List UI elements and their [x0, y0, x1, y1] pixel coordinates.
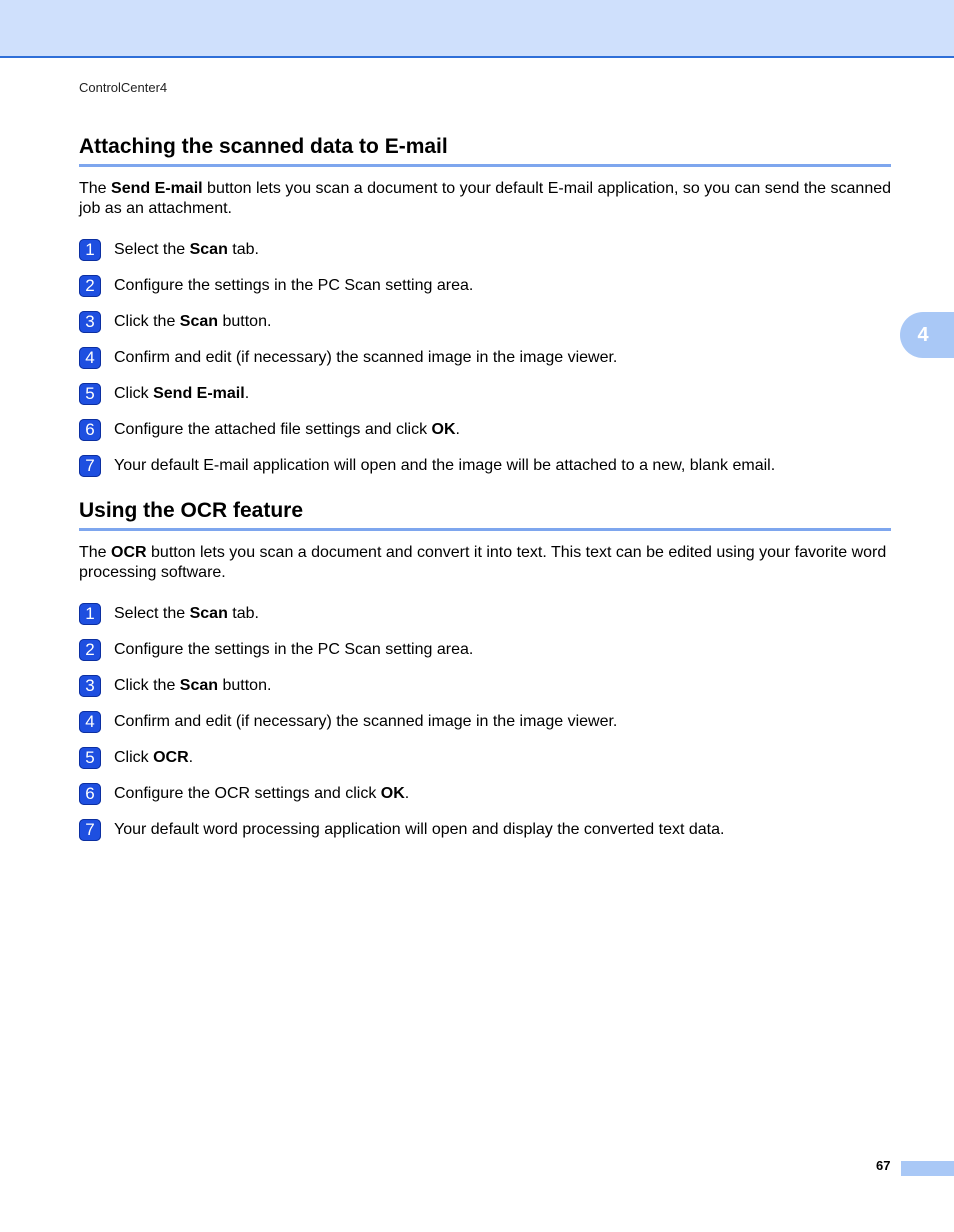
intro-text: The	[79, 180, 112, 197]
step-number-badge: 6	[79, 783, 101, 805]
step-number-badge: 2	[79, 639, 101, 661]
step-list	[79, 596, 891, 848]
step-item	[79, 632, 891, 668]
section-title: Using the OCR feature	[79, 499, 891, 531]
intro-bold-text: OCR	[111, 544, 147, 561]
step-number-badge: 7	[79, 819, 101, 841]
step-item	[79, 340, 891, 376]
step-item	[79, 704, 891, 740]
step-text: Click the Scan button.	[114, 677, 272, 694]
step-text: Configure the attached file settings and click OK.	[114, 421, 460, 438]
step-item	[79, 268, 891, 304]
step-item	[79, 232, 891, 268]
step-item	[79, 812, 891, 848]
step-item	[79, 448, 891, 484]
page-number: 67	[876, 1158, 891, 1173]
section-email	[79, 135, 891, 484]
step-number-badge: 4	[79, 347, 101, 369]
step-number-badge: 3	[79, 675, 101, 697]
step-item	[79, 668, 891, 704]
section-intro	[79, 543, 891, 583]
step-number-badge: 2	[79, 275, 101, 297]
step-text: Select the Scan tab.	[114, 605, 259, 622]
step-text: Click OCR.	[114, 749, 194, 766]
step-item	[79, 412, 891, 448]
intro-text: button lets you scan a document to your default E-mail application, so you can send the scanned job as an attachment.	[79, 180, 892, 217]
footer-bar	[901, 1161, 954, 1176]
step-text: Your default E-mail application will open and the image will be attached to a new, blank email.	[114, 457, 776, 474]
intro-text: button lets you scan a document and convert it into text. This text can be edited using your favorite word processing software.	[79, 544, 887, 581]
step-text: Select the Scan tab.	[114, 241, 259, 258]
step-number-badge: 4	[79, 711, 101, 733]
step-item	[79, 376, 891, 412]
section-ocr	[79, 499, 891, 848]
section-intro	[79, 179, 891, 219]
intro-bold-text: Send E-mail	[111, 180, 203, 197]
step-number-badge: 6	[79, 419, 101, 441]
step-number-badge: 5	[79, 383, 101, 405]
step-text: Confirm and edit (if necessary) the scanned image in the image viewer.	[114, 713, 618, 730]
step-item	[79, 304, 891, 340]
step-text: Configure the settings in the PC Scan setting area.	[114, 641, 474, 658]
running-header: ControlCenter4	[79, 80, 168, 95]
step-text: Click Send E-mail.	[114, 385, 250, 402]
step-number-badge: 1	[79, 603, 101, 625]
step-item	[79, 596, 891, 632]
step-text: Confirm and edit (if necessary) the scanned image in the image viewer.	[114, 349, 618, 366]
step-text: Click the Scan button.	[114, 313, 272, 330]
step-number-badge: 5	[79, 747, 101, 769]
chapter-tab: 4	[900, 312, 954, 358]
step-number-badge: 1	[79, 239, 101, 261]
header-band	[0, 0, 954, 58]
step-text: Configure the OCR settings and click OK.	[114, 785, 410, 802]
step-list	[79, 232, 891, 484]
step-text: Your default word processing application will open and display the converted text data.	[114, 821, 725, 838]
step-text: Configure the settings in the PC Scan setting area.	[114, 277, 474, 294]
step-item	[79, 776, 891, 812]
intro-text: The	[79, 544, 112, 561]
step-number-badge: 7	[79, 455, 101, 477]
step-item	[79, 740, 891, 776]
section-title: Attaching the scanned data to E-mail	[79, 135, 891, 167]
step-number-badge: 3	[79, 311, 101, 333]
